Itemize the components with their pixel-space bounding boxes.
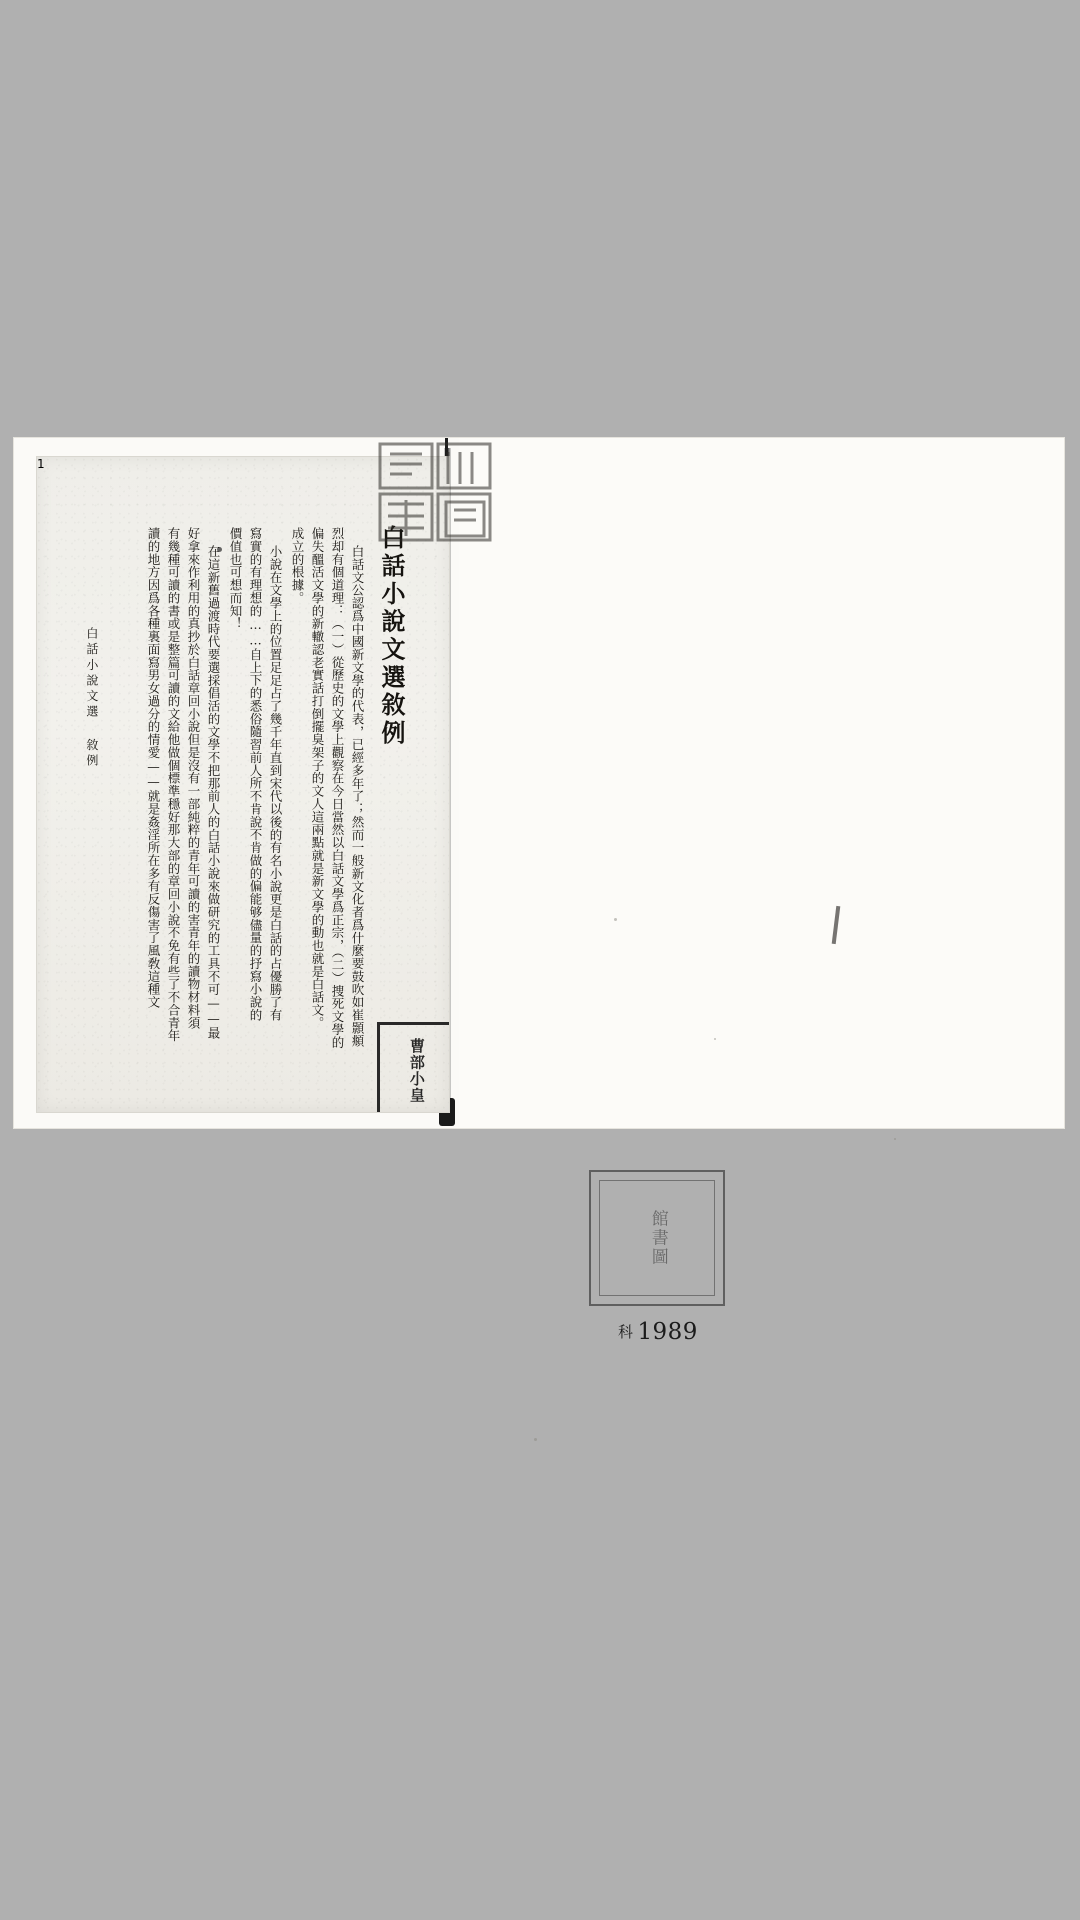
body-column-1: 白話文公認爲中國新文學的代表，已經多年了；然而一般新文化者爲什麼要鼓吹如崔顥頫 (350, 545, 365, 1048)
accession-digits: 1989 (637, 1319, 698, 1345)
body-column-11: 讀的地方因爲各種裏面寫男女過分的情愛——就是姦淫所在多有反傷害了風敎這種文 (146, 527, 161, 1009)
scanned-page-spread (14, 438, 1064, 1345)
body-column-7: 價值也可想而知！ (228, 527, 243, 630)
running-head: 白話小說文選 敘例 (84, 627, 99, 770)
scan-speck (614, 918, 617, 921)
body-column-6: 寫實的有理想的……自上下的悉俗隨習前人所不肯說不肯做的偏能够儘量的抒寫小說的 (248, 527, 263, 1022)
library-seal-bottom (377, 1022, 450, 1113)
body-column-4: 成立的根據。 (290, 527, 305, 605)
body-column-2: 烈却有個道理：（一）從歷史的文學上觀察在今日當然以白話文學爲正宗，（二）捜死文學的 (330, 527, 345, 1049)
library-seal-right (589, 1170, 725, 1306)
folio-page-number: 1 (37, 457, 45, 471)
library-seal-bottom-text: 曹部小皇 (407, 1038, 426, 1104)
seal-right-text: 館書圖 (647, 1209, 668, 1267)
accession-number (618, 1319, 698, 1345)
body-column-8: 在這新舊過渡時代要選採倡活的文學不把那前人的白話小說來做研究的工具不可——最 (206, 545, 221, 1040)
accession-prefix: 科 (618, 1323, 634, 1341)
printed-title-page (36, 456, 450, 1113)
body-column-9: 好拿來作利用的真抄於白話章回小說但是沒有一部純粹的青年可讀的害青年的讀物材料須 (186, 527, 201, 1030)
scan-speck (714, 1038, 716, 1040)
body-column-10: 有幾種可讀的書或是整篇可讀的文給他做個標準穩好那大部的章回小說不免有些了不合青年 (166, 527, 181, 1042)
page-title: 白話小說文選敘例 (377, 525, 406, 748)
body-column-5: 小說在文學上的位置足足占了幾千年直到宋代以後的有名小說更是白話的占優勝了有 (268, 545, 283, 1022)
scan-speck (894, 1138, 896, 1140)
right-blank-leaf (459, 438, 1064, 1128)
seal-top-glyphs (376, 440, 494, 545)
library-seal-top (376, 440, 494, 545)
scan-speck (534, 1438, 537, 1441)
body-column-3: 偏失醞活文學的新轍認老實話打倒擺臭架子的文人這兩點就是新文學的動也就是白話文。 (310, 527, 325, 1030)
